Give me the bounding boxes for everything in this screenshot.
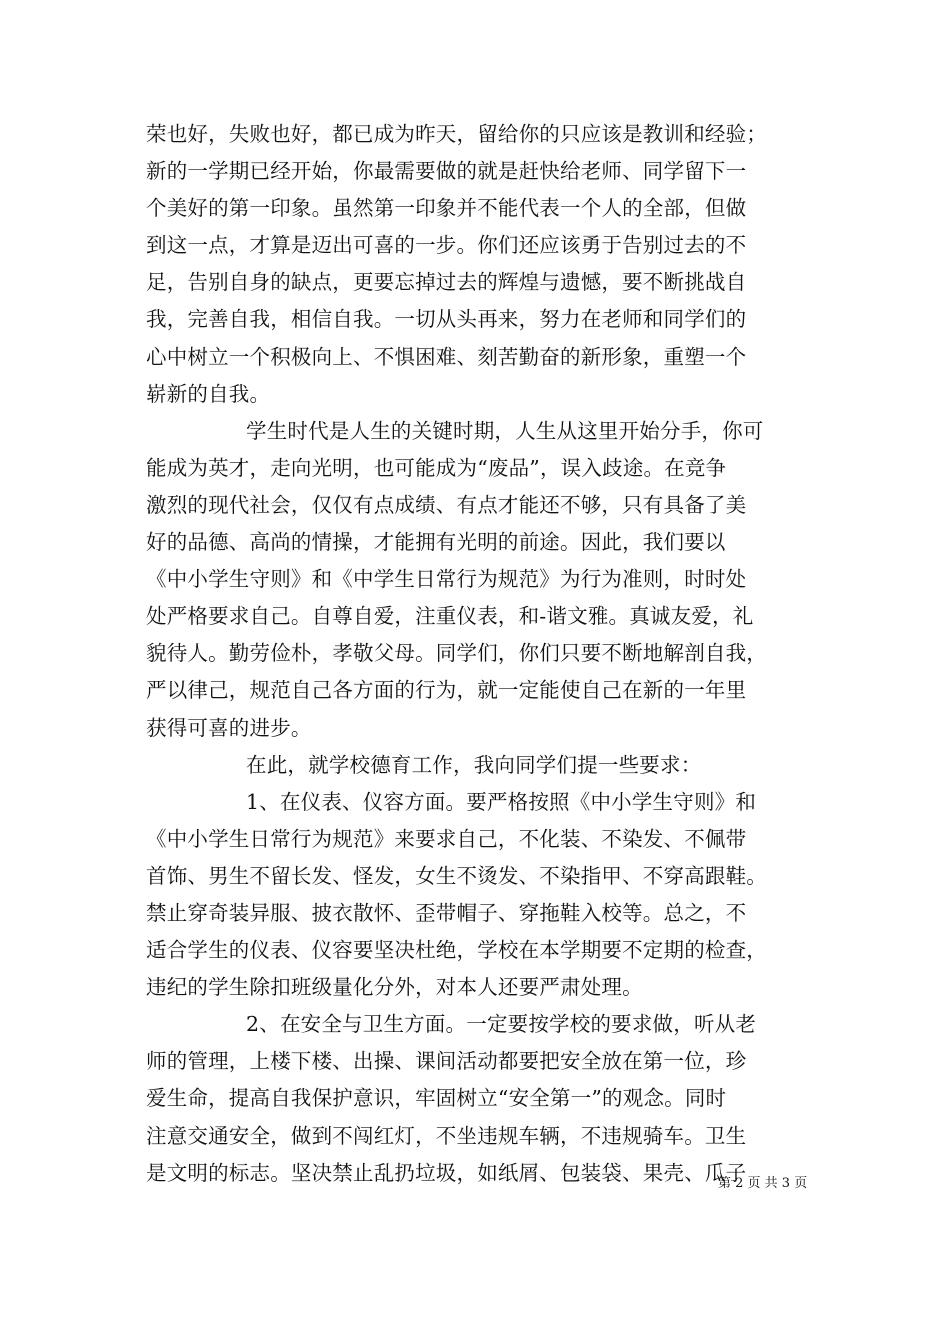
text-line: 是文明的标志。坚决禁止乱扔垃圾，如纸屑、包装袋、果壳、瓜子 — [146, 1160, 747, 1185]
text-line: 禁止穿奇装异服、披衣散怀、歪带帽子、穿拖鞋入校等。总之，不 — [146, 900, 747, 925]
text-line: 适合学生的仪表、仪容要坚决杜绝，学校在本学期要不定期的检查， — [146, 938, 767, 963]
text-line: 严以律己，规范自己各方面的行为，就一定能使自己在新的一年里 — [146, 678, 747, 703]
text-line: 心中树立一个积极向上、不惧困难、刻苦勤奋的新形象，重塑一个 — [146, 344, 747, 369]
paragraph-first-line: 学生时代是人生的关键时期，人生从这里开始分手，你可 — [246, 418, 764, 443]
text-line: 荣也好，失败也好，都已成为昨天，留给你的只应该是教训和经验； — [146, 122, 767, 146]
paragraph-first-line: 2、在安全与卫生方面。一定要按学校的要求做，听从老 — [246, 1012, 757, 1037]
text-line: 爱生命，提高自我保护意识，牢固树立“安全第一”的观念。同时 — [146, 1086, 727, 1111]
text-line: 首饰、男生不留长发、怪发，女生不烫发、不染指甲、不穿高跟鞋。 — [146, 863, 767, 888]
paragraph-first-line: 在此，就学校德育工作，我向同学们提一些要求： — [246, 752, 702, 777]
text-line: 好的品德、高尚的情操，才能拥有光明的前途。因此，我们要以 — [146, 530, 726, 555]
text-line: 崭新的自我。 — [146, 381, 271, 406]
text-line: 注意交通安全，做到不闯红灯，不坐违规车辆，不违规骑车。卫生 — [146, 1123, 747, 1148]
page-number-footer: 第 2 页 共 3 页 — [718, 1176, 808, 1191]
text-line: 貌待人。勤劳俭朴，孝敬父母。同学们，你们只要不断地解剖自我， — [146, 641, 767, 666]
text-line: 处严格要求自己。自尊自爱，注重仪表，和-谐文雅。真诚友爱，礼 — [146, 604, 754, 629]
text-line: 个美好的第一印象。虽然第一印象并不能代表一个人的全部，但做 — [146, 196, 747, 221]
text-line: 我，完善自我，相信自我。一切从头再来，努力在老师和同学们的 — [146, 307, 747, 332]
text-line: 足，告别自身的缺点，更要忘掉过去的辉煌与遗憾，要不断挑战自 — [146, 270, 747, 295]
text-line: 《中小学生守则》和《中学生日常行为规范》为行为准则，时时处 — [146, 567, 747, 592]
text-line: 《中小学生日常行为规范》来要求自己，不化装、不染发、不佩带 — [146, 826, 747, 851]
text-line: 师的管理，上楼下楼、出操、课间活动都要把安全放在第一位，珍 — [146, 1049, 747, 1074]
paragraph-first-line: 1、在仪表、仪容方面。要严格按照《中小学生守则》和 — [246, 789, 757, 814]
document-body — [146, 116, 810, 1192]
text-line: 激烈的现代社会，仅仅有点成绩、有点才能还不够，只有具备了美 — [146, 492, 747, 517]
text-line: 新的一学期已经开始，你最需要做的就是赶快给老师、同学留下一 — [146, 159, 747, 184]
text-line: 违纪的学生除扣班级量化分外，对本人还要严肃处理。 — [146, 975, 643, 1000]
text-line: 到这一点，才算是迈出可喜的一步。你们还应该勇于告别过去的不 — [146, 233, 747, 258]
text-line: 获得可喜的进步。 — [146, 715, 312, 740]
text-line: 能成为英才，走向光明，也可能成为“废品”，误入歧途。在竞争 — [146, 455, 727, 480]
